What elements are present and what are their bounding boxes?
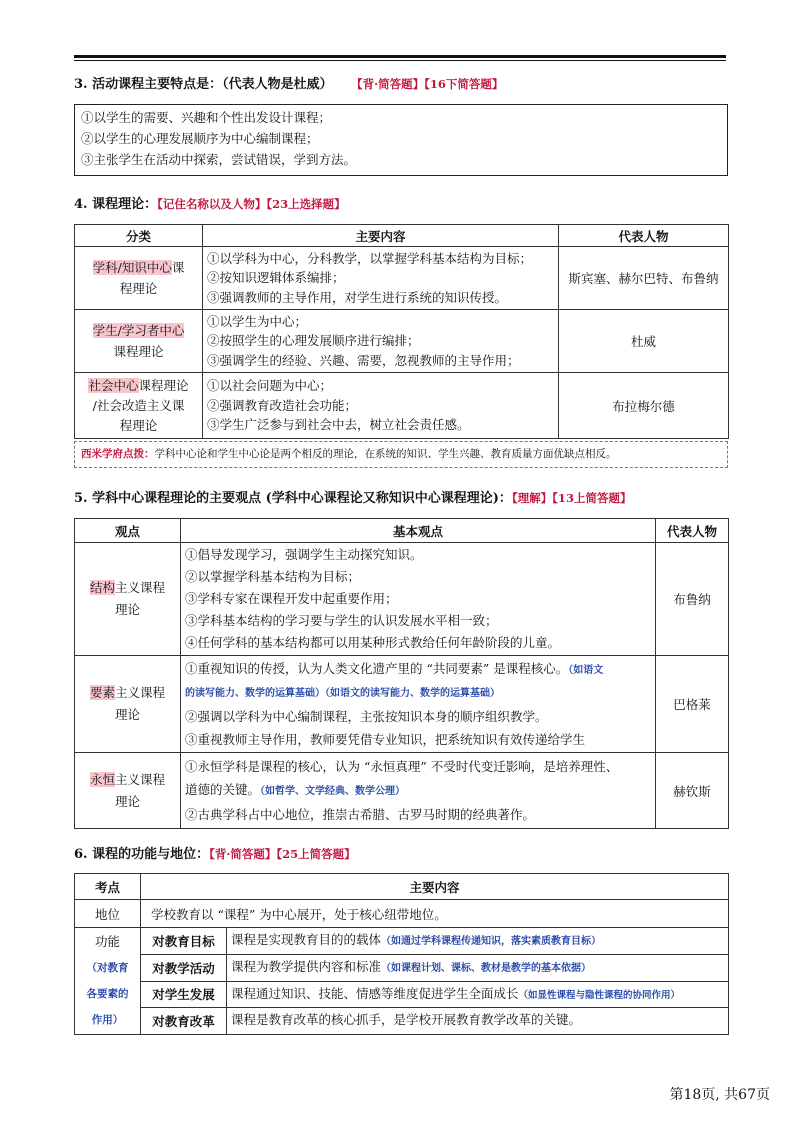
function-sub: 各要素的 (86, 988, 129, 1000)
category-text: 程理论 (119, 417, 158, 433)
content-line: ③强调教师的主导作用，对学生进行系统的知识传授。 (207, 289, 508, 305)
function-text: 课程是实现教育目的的载体 (231, 932, 382, 948)
representative: 巴格莱 (656, 656, 729, 753)
table-header: 主要内容 (203, 225, 559, 247)
representative: 赫钦斯 (656, 753, 729, 829)
category-text: 课程理论 (113, 344, 164, 359)
table-header: 主要内容 (141, 874, 729, 900)
table-header: 分类 (75, 225, 203, 247)
function-label: 功能 (94, 934, 120, 949)
highlight-term: 结构 (89, 580, 115, 595)
representative: 杜威 (559, 310, 729, 373)
content-line: ①倡导发现学习，强调学生主动探究知识。 (185, 547, 423, 562)
table-header: 考点 (75, 874, 141, 900)
section-6-title: 6. 课程的功能与地位： (74, 847, 210, 862)
content-line: ③学科基本结构的学习要与学生的认识发展水平相一致； (185, 613, 498, 628)
curriculum-function-table (74, 873, 729, 1035)
table-row (75, 753, 729, 829)
category-text: 主义课程 (115, 580, 166, 595)
content-line: ②按知识逻辑体系编排； (207, 270, 345, 286)
function-text: 课程为教学提供内容和标准 (231, 958, 382, 974)
table-header: 观点 (75, 519, 181, 543)
category-text: 理论 (114, 707, 140, 722)
header-rule (74, 55, 726, 58)
table-row (75, 543, 729, 656)
content-line: ③强调学生的经验、兴趣、需要，忽视教师的主导作用； (207, 352, 520, 368)
content-line: ①永恒学科是课程的核心，认为 “永恒真理” 不受时代变迁影响，是培养理性、 (185, 759, 619, 774)
content-line: ①以学科为中心，分科教学，以掌握学科基本结构为目标； (207, 250, 533, 266)
tip-box (74, 441, 728, 468)
table-header: 代表人物 (656, 519, 729, 543)
representative: 斯宾塞、赫尔巴特、布鲁纳 (559, 247, 729, 310)
function-key: 对教育目标 (141, 928, 227, 955)
table-header: 基本观点 (181, 519, 656, 543)
list-item: ①以学生的需要、兴趣和个性出发设计课程； (81, 110, 332, 125)
function-sub: （对教育 (86, 962, 129, 974)
category-text: 课 (171, 260, 185, 275)
example-note: （如语文 (568, 665, 604, 676)
content-line: ③学生广泛参与到社会中去，树立社会责任感。 (207, 417, 470, 433)
highlight-term: 学科/知识中心 (92, 260, 172, 275)
table-row (75, 247, 729, 310)
highlight-term: 永恒 (89, 771, 115, 787)
section-5-tag: 【理解】【13上简答题】 (511, 491, 632, 505)
highlight-term: 学生/学习者中心 (92, 323, 185, 338)
section-3-tag: 【背·简答题】【16下简答题】 (351, 77, 504, 91)
curriculum-theory-table (74, 224, 729, 439)
table-header: 代表人物 (559, 225, 729, 247)
section-3-box (74, 104, 728, 176)
table-row (75, 981, 729, 1008)
category-text: 理论 (114, 602, 140, 617)
example-note: （如通过学科课程传递知识，落实素质教育目标） (381, 936, 602, 948)
table-row (75, 928, 729, 955)
header-rule-thin (74, 60, 726, 61)
table-row (75, 310, 729, 373)
table-row (75, 954, 729, 981)
list-item: ③主张学生在活动中探索，尝试错误，学到方法。 (81, 152, 357, 167)
function-key: 对教育改革 (141, 1008, 227, 1035)
content-line: ②以掌握学科基本结构为目标； (185, 569, 361, 584)
category-text: 主义课程 (115, 685, 166, 700)
status-label: 地位 (75, 900, 141, 928)
representative: 布鲁纳 (656, 543, 729, 656)
section-5-heading (74, 487, 631, 506)
section-5-title: 5. 学科中心课程理论的主要观点 (学科中心课程论又称知识中心课程理论)： (74, 491, 512, 506)
category-text: 程理论 (119, 281, 158, 296)
section-4-title: 4. 课程理论： (74, 197, 158, 212)
highlight-term: 要素 (89, 685, 115, 700)
table-row (75, 373, 729, 439)
function-key: 对学生发展 (141, 981, 227, 1008)
content-line: ④任何学科的基本结构都可以用某种形式教给任何年龄阶段的儿童。 (185, 635, 561, 650)
content-line: ①以学生为中心； (207, 313, 308, 329)
example-note: （如课程计划、课标、教材是教学的基本依据） (381, 962, 592, 974)
function-sub: 作用） (91, 1014, 124, 1026)
example-note: 的读写能力、数学的运算基础）（如语文的读写能力、数学的运算基础） (185, 688, 500, 699)
content-line: ①重视知识的传授，认为人类文化遗产里的 “共同要素” 是课程核心。 (185, 661, 569, 676)
content-line: ①以社会问题为中心； (207, 378, 333, 394)
content-line: ②强调教育改造社会功能； (207, 397, 358, 413)
section-3-heading (74, 73, 503, 92)
category-text: /社会改造主义课 (92, 397, 185, 413)
category-text: 理论 (114, 793, 140, 809)
function-text: 课程是教育改革的核心抓手，是学校开展教育教学改革的关键。 (231, 1012, 582, 1028)
content-line: ②按照学生的心理发展顺序进行编排； (207, 333, 420, 349)
content-line: 道德的关键。 (185, 782, 261, 797)
content-line: ③学科专家在课程开发中起重要作用； (185, 591, 398, 606)
tip-text: 学科中心论和学生中心论是两个相反的理论，在系统的知识、学生兴趣、教育质量方面优缺点相反。 (154, 448, 617, 460)
function-text: 课程通过知识、技能、情感等维度促进学生全面成长 (231, 985, 519, 1001)
section-6-tag: 【背·简答题】【25上简答题】 (209, 847, 356, 861)
content-line: ②古典学科占中心地位，推崇古希腊、古罗马时期的经典著作。 (185, 807, 536, 822)
table-row (75, 1008, 729, 1035)
status-text: 学校教育以 “课程” 为中心展开，处于核心纽带地位。 (141, 900, 729, 928)
content-line: ③重视教师主导作用，教师要凭借专业知识，把系统知识有效传递给学生 (185, 732, 586, 747)
content-line: ②强调以学科为中心编制课程，主张按知识本身的顺序组织教学。 (185, 709, 548, 724)
page-number: 第18页, 共67页 (669, 1087, 770, 1103)
table-row (75, 900, 729, 928)
highlight-term: 社会中心 (88, 377, 139, 393)
section-4-heading (74, 193, 346, 212)
example-note: （如哲学、文学经典、数学公理） (260, 786, 406, 797)
subject-center-table (74, 518, 729, 829)
example-note: （如显性课程与隐性课程的协同作用） (518, 989, 681, 1001)
table-row (75, 656, 729, 753)
tip-lead: 西米学府点拨： (81, 448, 155, 460)
section-4-tag: 【记住名称以及人物】【23上选择题】 (157, 197, 346, 211)
list-item: ②以学生的心理发展顺序为中心编制课程； (81, 131, 319, 146)
section-3-title: 3. 活动课程主要特点是：（代表人物是杜威） (74, 77, 333, 92)
representative: 布拉梅尔德 (559, 373, 729, 439)
category-text: 主义课程 (115, 771, 166, 787)
function-key: 对教学活动 (141, 954, 227, 981)
section-6-heading (74, 843, 356, 862)
category-text: 课程理论 (138, 377, 189, 393)
